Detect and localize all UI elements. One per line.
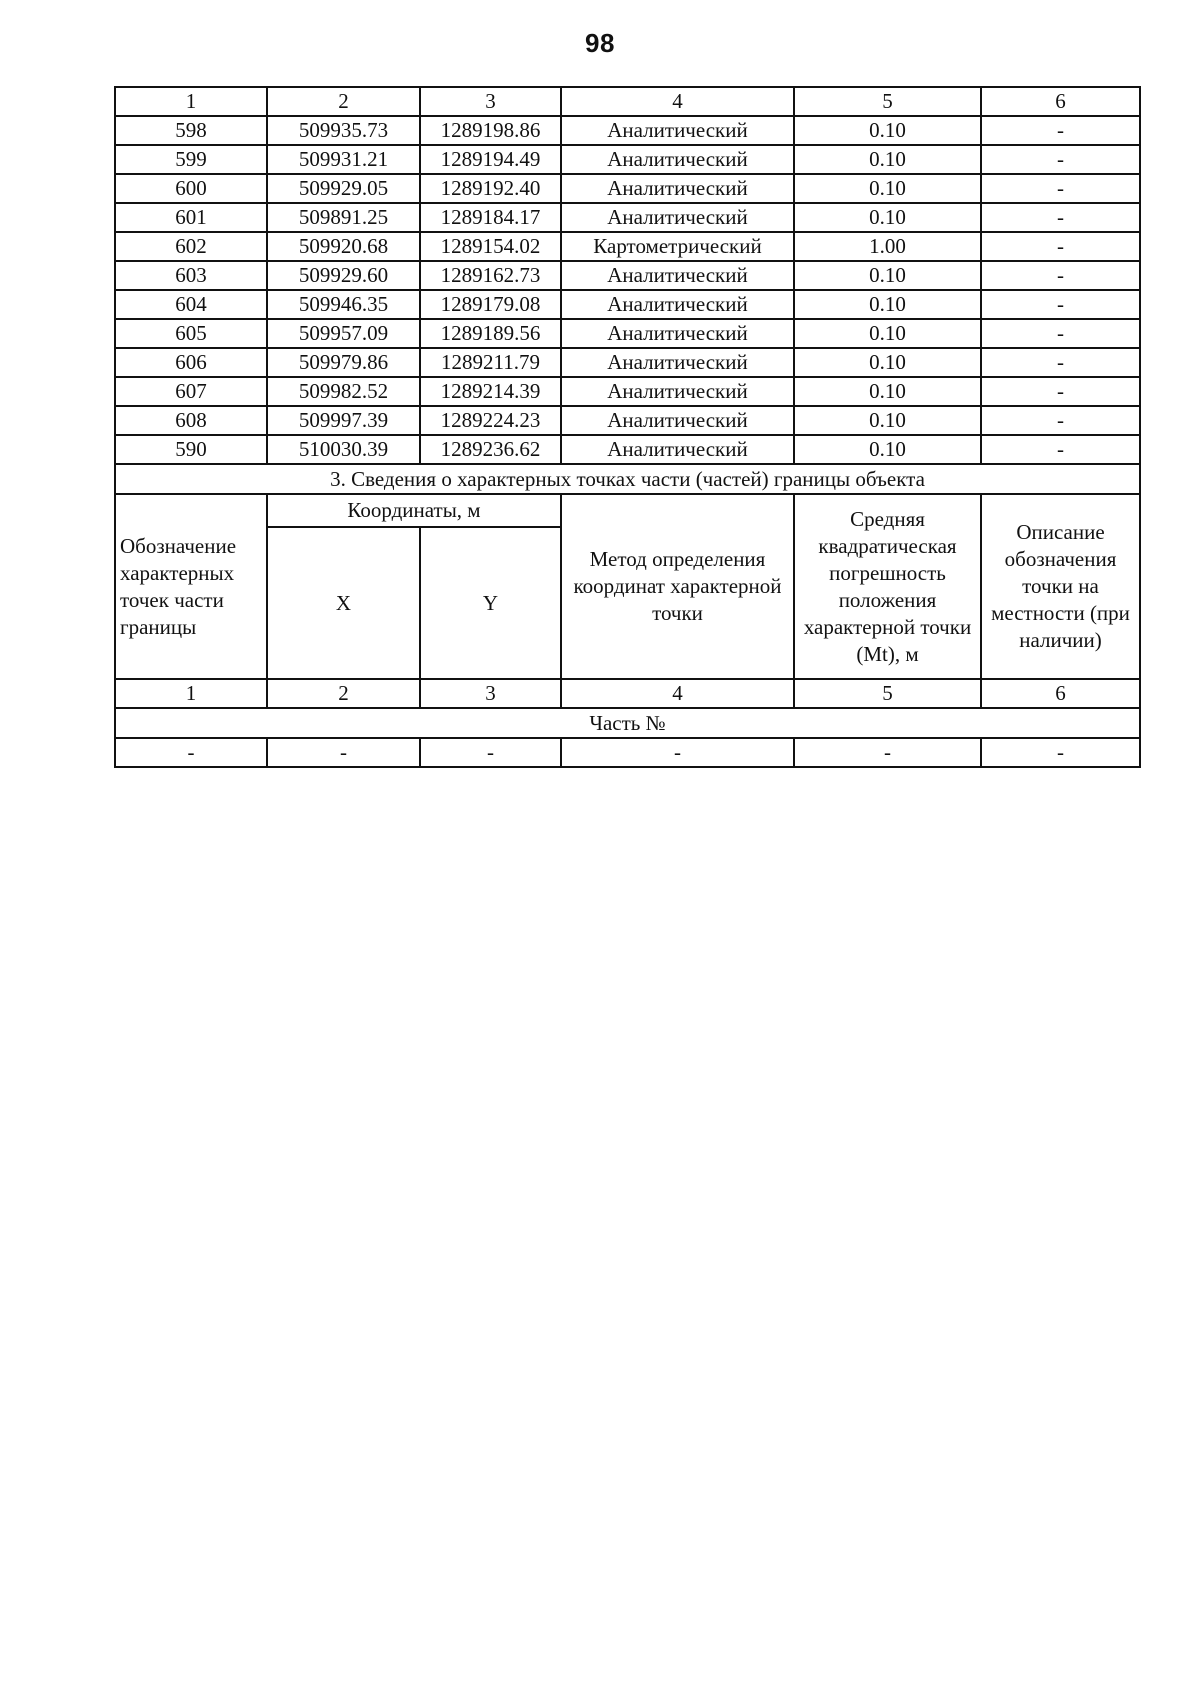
empty-cell: - [561,738,794,767]
method-cell: Аналитический [561,406,794,435]
point-cell: 606 [115,348,267,377]
designation-line: характерных [120,560,235,585]
description-cell: - [981,290,1140,319]
method-cell: Аналитический [561,348,794,377]
method-cell: Аналитический [561,145,794,174]
x-cell: 509946.35 [267,290,420,319]
column-number: 2 [267,679,420,708]
y-cell: 1289184.17 [420,203,561,232]
section-header-row [115,494,1140,527]
point-cell: 601 [115,203,267,232]
column-number: 3 [420,679,561,708]
empty-cell: - [981,738,1140,767]
point-cell: 590 [115,435,267,464]
table-row [115,319,1140,348]
empty-cell: - [115,738,267,767]
x-cell: 509929.05 [267,174,420,203]
x-cell: 509982.52 [267,377,420,406]
y-header: Y [420,527,561,679]
description-cell: - [981,145,1140,174]
section-title: 3. Сведения о характерных точках части (частей) границы объекта [115,464,1140,494]
point-cell: 607 [115,377,267,406]
point-cell: 608 [115,406,267,435]
method-cell: Аналитический [561,261,794,290]
designation-header [115,494,267,679]
method-cell: Аналитический [561,174,794,203]
x-cell: 510030.39 [267,435,420,464]
table-row [115,145,1140,174]
table-row [115,377,1140,406]
x-cell: 509929.60 [267,261,420,290]
column-number-row [115,679,1140,708]
column-number: 5 [794,679,981,708]
x-cell: 509920.68 [267,232,420,261]
table-row [115,406,1140,435]
section-title-row [115,464,1140,494]
coordinates-table [114,86,1141,768]
description-cell: - [981,377,1140,406]
description-cell: - [981,203,1140,232]
method-cell: Аналитический [561,203,794,232]
column-number: 6 [981,679,1140,708]
point-cell: 602 [115,232,267,261]
column-number: 4 [561,87,794,116]
table-row [115,203,1140,232]
error-cell: 1.00 [794,232,981,261]
column-number-row [115,87,1140,116]
empty-row [115,738,1140,767]
method-cell: Аналитический [561,290,794,319]
page-number: 98 [585,28,615,58]
error-cell: 0.10 [794,406,981,435]
x-cell: 509997.39 [267,406,420,435]
error-cell: 0.10 [794,319,981,348]
y-cell: 1289189.56 [420,319,561,348]
error-header: Средняя квадратическая погрешность положения характерной точки (Mt), м [794,494,981,679]
y-cell: 1289224.23 [420,406,561,435]
table-row [115,348,1140,377]
designation-line: границы [120,614,197,639]
x-cell: 509935.73 [267,116,420,145]
x-cell: 509931.21 [267,145,420,174]
point-cell: 600 [115,174,267,203]
table-row [115,232,1140,261]
point-cell: 604 [115,290,267,319]
method-cell: Аналитический [561,116,794,145]
table-row [115,435,1140,464]
error-cell: 0.10 [794,174,981,203]
y-cell: 1289236.62 [420,435,561,464]
point-cell: 605 [115,319,267,348]
y-cell: 1289192.40 [420,174,561,203]
error-cell: 0.10 [794,348,981,377]
empty-cell: - [267,738,420,767]
method-header: Метод определения координат характерной точки [561,494,794,679]
coordinates-header: Координаты, м [267,494,561,527]
error-cell: 0.10 [794,377,981,406]
part-label-row [115,708,1140,738]
description-header: Описание обозначения точки на местности (при наличии) [981,494,1140,679]
error-cell: 0.10 [794,261,981,290]
x-cell: 509891.25 [267,203,420,232]
designation-line: точек части [120,587,224,612]
description-cell: - [981,319,1140,348]
y-cell: 1289162.73 [420,261,561,290]
table-row [115,261,1140,290]
column-number: 1 [115,679,267,708]
method-cell: Аналитический [561,319,794,348]
empty-cell: - [794,738,981,767]
y-cell: 1289214.39 [420,377,561,406]
error-cell: 0.10 [794,145,981,174]
error-cell: 0.10 [794,290,981,319]
table-row [115,174,1140,203]
column-number: 4 [561,679,794,708]
method-cell: Аналитический [561,435,794,464]
error-cell: 0.10 [794,203,981,232]
y-cell: 1289179.08 [420,290,561,319]
y-cell: 1289194.49 [420,145,561,174]
point-cell: 603 [115,261,267,290]
y-cell: 1289154.02 [420,232,561,261]
column-number: 6 [981,87,1140,116]
column-number: 3 [420,87,561,116]
description-cell: - [981,261,1140,290]
description-cell: - [981,406,1140,435]
x-cell: 509957.09 [267,319,420,348]
x-cell: 509979.86 [267,348,420,377]
method-cell: Аналитический [561,377,794,406]
table-row [115,290,1140,319]
error-cell: 0.10 [794,435,981,464]
table-row [115,116,1140,145]
description-cell: - [981,116,1140,145]
column-number: 2 [267,87,420,116]
point-cell: 599 [115,145,267,174]
y-cell: 1289198.86 [420,116,561,145]
column-number: 1 [115,87,267,116]
empty-cell: - [420,738,561,767]
description-cell: - [981,435,1140,464]
point-cell: 598 [115,116,267,145]
description-cell: - [981,174,1140,203]
designation-line: Обозначение [120,533,237,558]
description-cell: - [981,232,1140,261]
x-header: X [267,527,420,679]
method-cell: Картометрический [561,232,794,261]
error-cell: 0.10 [794,116,981,145]
description-cell: - [981,348,1140,377]
y-cell: 1289211.79 [420,348,561,377]
part-label: Часть № [115,708,1140,738]
column-number: 5 [794,87,981,116]
